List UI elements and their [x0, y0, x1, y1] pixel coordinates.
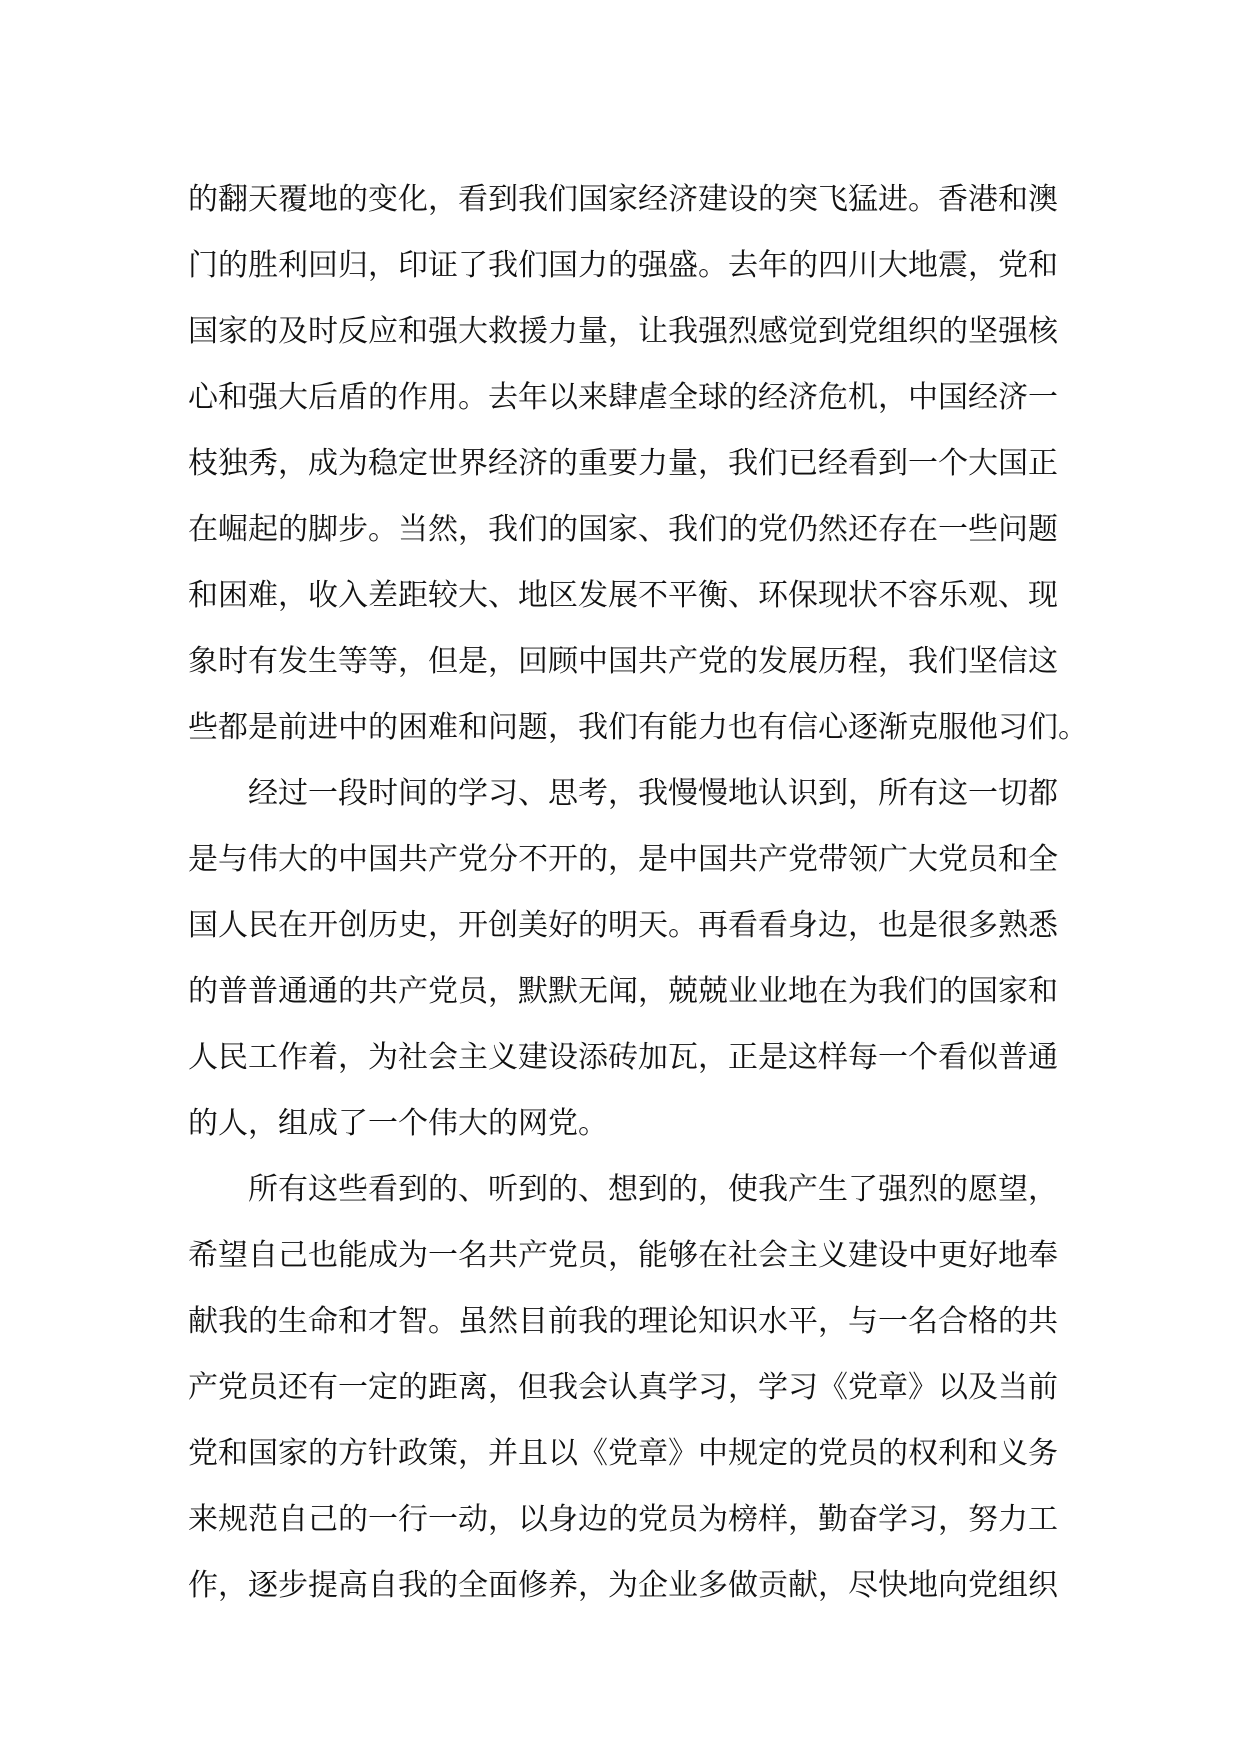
paragraph-line: 国家的及时反应和强大救援力量，让我强烈感觉到党组织的坚强核 [188, 314, 1058, 349]
paragraph-line: 枝独秀，成为稳定世界经济的重要力量，我们已经看到一个大国正 [188, 446, 1058, 481]
paragraph-line: 门的胜利回归，印证了我们国力的强盛。去年的四川大地震，党和 [188, 248, 1058, 283]
paragraph-1 [188, 167, 1088, 761]
paragraph-line: 的普普通通的共产党员，默默无闻，兢兢业业地在为我们的国家和 [188, 974, 1058, 1009]
paragraph-line: 作，逐步提高自我的全面修养，为企业多做贡献，尽快地向党组织 [188, 1568, 1058, 1603]
paragraph-line: 和困难，收入差距较大、地区发展不平衡、环保现状不容乐观、现 [188, 578, 1058, 613]
paragraph-line: 所有这些看到的、听到的、想到的，使我产生了强烈的愿望， [248, 1172, 1058, 1207]
paragraph-line: 的人，组成了一个伟大的网党。 [188, 1106, 608, 1141]
paragraph-line: 产党员还有一定的距离，但我会认真学习，学习《党章》以及当前 [188, 1370, 1058, 1405]
paragraph-line: 来规范自己的一行一动，以身边的党员为榜样，勤奋学习，努力工 [188, 1502, 1058, 1537]
paragraph-line: 在崛起的脚步。当然，我们的国家、我们的党仍然还存在一些问题 [188, 512, 1058, 547]
paragraph-line: 经过一段时间的学习、思考，我慢慢地认识到，所有这一切都 [248, 776, 1058, 811]
paragraph-line: 心和强大后盾的作用。去年以来肆虐全球的经济危机，中国经济一 [188, 380, 1058, 415]
paragraph-line: 是与伟大的中国共产党分不开的，是中国共产党带领广大党员和全 [188, 842, 1058, 877]
paragraph-line: 象时有发生等等，但是，回顾中国共产党的发展历程，我们坚信这 [188, 644, 1058, 679]
paragraph-line: 些都是前进中的困难和问题，我们有能力也有信心逐渐克服他习们。 [188, 710, 1088, 745]
paragraph-line: 献我的生命和才智。虽然目前我的理论知识水平，与一名合格的共 [188, 1304, 1058, 1339]
paragraph-line: 的翻天覆地的变化，看到我们国家经济建设的突飞猛进。香港和澳 [188, 182, 1058, 217]
document-body [188, 167, 1088, 1619]
paragraph-3 [188, 1157, 1058, 1619]
paragraph-line: 人民工作着，为社会主义建设添砖加瓦，正是这样每一个看似普通 [188, 1040, 1058, 1075]
paragraph-line: 国人民在开创历史，开创美好的明天。再看看身边，也是很多熟悉 [188, 908, 1058, 943]
paragraph-line: 希望自己也能成为一名共产党员，能够在社会主义建设中更好地奉 [188, 1238, 1058, 1273]
paragraph-line: 党和国家的方针政策，并且以《党章》中规定的党员的权利和义务 [188, 1436, 1058, 1471]
paragraph-2 [188, 761, 1058, 1157]
